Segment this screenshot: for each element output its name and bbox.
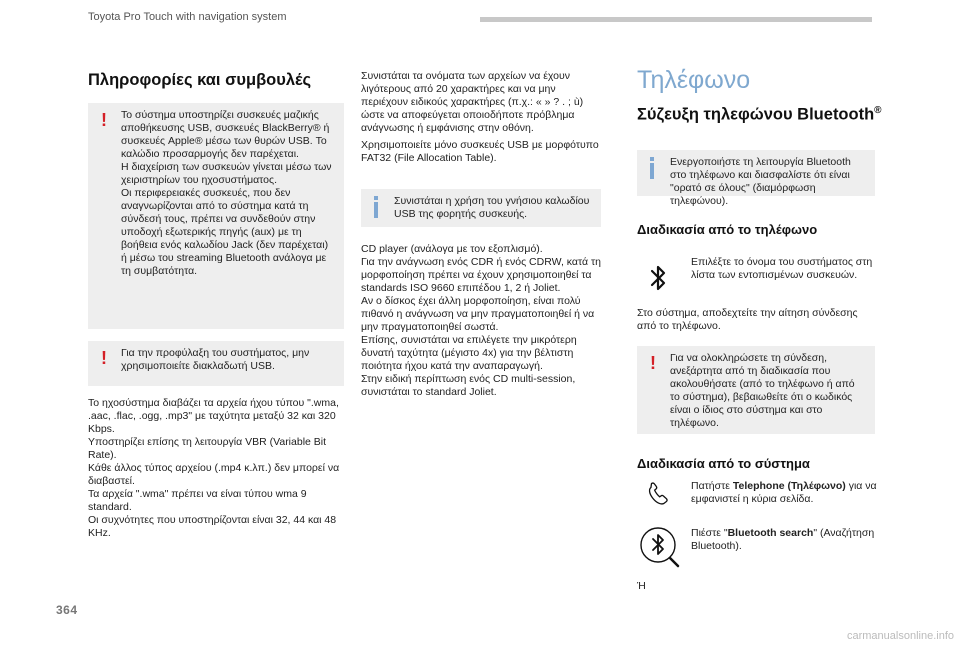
running-header: Toyota Pro Touch with navigation system: [88, 11, 287, 23]
warning-box-usb-devices: [88, 103, 344, 329]
body-paragraph: Κάθε άλλος τύπος αρχείου (.mp4 κ.λπ.) δεν μπορεί να διαβαστεί.: [88, 462, 340, 487]
body-paragraph: Χρησιμοποιείτε μόνο συσκευές USB με μορφότυπο FAT32 (File Allocation Table).: [361, 139, 599, 164]
telephone-button-label: Telephone (Τηλέφωνο): [732, 480, 846, 492]
or-label: Ή: [637, 580, 646, 592]
body-paragraph: Τα αρχεία ".wma" πρέπει να είναι τύπου wma 9 standard.: [88, 488, 307, 513]
body-paragraph: Το ηχοσύστημα διαβάζει τα αρχεία ήχου τύπου ".wma, .aac, .flac, .ogg, .mp3" με ταχύτητα μεταξύ 32 και 320 Kbps.: [88, 397, 339, 435]
warning-box-usb-hub: [88, 341, 344, 386]
procedure-phone-step: Επιλέξτε το όνομα του συστήματος στη λίστα των εντοπισμένων συσκευών.: [691, 256, 873, 281]
warning-text: Οι περιφερειακές συσκευές, που δεν αναγνωρίζονται από το σύστημα κατά τη σύνδεσή τους, πρέπει να συνδεθούν στην υποδοχή εξωτερικής πηγής (aux) με τη βοήθεια ενός καλωδίου Jack (δεν παρέχεται) ή μέσω του streaming Bluetooth ανάλογα με τη συμβατότητα.: [121, 187, 329, 277]
watermark: carmanualsonline.info: [846, 630, 954, 642]
step-text: για να εμφανιστεί η κύρια σελίδα.: [691, 480, 877, 505]
body-paragraph: Υποστηρίζει επίσης τη λειτουργία VBR (Variable Bit Rate).: [88, 436, 327, 461]
bluetooth-search-label: Bluetooth search: [727, 527, 814, 539]
warning-text: Το σύστημα υποστηρίζει συσκευές μαζικής αποθήκευσης USB, συσκευές BlackBerry® ή συσκευές Apple® μέσω των θυρών USB. Το καλώδιο προσαρμογής δεν παρέχεται.: [121, 109, 330, 160]
info-box-usb-cable: [361, 189, 601, 227]
step-text: Πιέστε ": [691, 527, 728, 539]
middle-body-text: [361, 243, 601, 399]
procedure-system-step-2: [691, 527, 877, 553]
warning-text: Η διαχείριση των συσκευών γίνεται μέσω των χειριστηρίων του ηχοσυστήματος.: [121, 161, 332, 186]
info-icon: [649, 157, 657, 179]
subtitle-text: Σύζευξη τηλεφώνου Bluetooth: [637, 105, 875, 124]
body-paragraph: Για την ανάγνωση ενός CDR ή ενός CDRW, κατά τη μορφοποίηση πρέπει να έχουν χρησιμοποιηθεί τα standards ISO 9660 επιπέδου 1, 2 ή Joliet.: [361, 256, 601, 294]
procedure-system-title: Διαδικασία από το σύστημα: [637, 456, 810, 471]
info-icon: [373, 196, 381, 218]
registered-mark: ®: [874, 105, 882, 116]
body-paragraph: Αν ο δίσκος έχει άλλη μορφοποίηση, είναι πολύ πιθανό η ανάγνωση να μην πραγματοποιηθεί ή να μην πραγματοποιηθεί σωστά.: [361, 295, 595, 333]
body-paragraph: Συνιστάται τα ονόματα των αρχείων να έχουν λιγότερους από 20 χαρακτήρες και να μην περιέχουν ειδικούς χαρακτήρες (π.χ.: « » ? . ; ù) ώστε να αποφεύγεται οποιοδήποτε πρόβλημα ανάγνωσης ή εμφάνισης στην οθόνη.: [361, 70, 584, 134]
info-text: Συνιστάται η χρήση του γνήσιου καλωδίου USB της φορητής συσκευής.: [394, 195, 590, 220]
section-title-info-tips: Πληροφορίες και συμβουλές: [88, 71, 312, 89]
body-paragraph: CD player (ανάλογα με τον εξοπλισμό).: [361, 243, 543, 255]
step-text: Πατήστε: [691, 480, 733, 492]
subtitle-bluetooth-pairing: [637, 101, 882, 125]
warning-icon: !: [101, 110, 107, 130]
left-body-text: [88, 397, 344, 540]
page-number: 364: [56, 603, 78, 617]
bluetooth-icon: [643, 262, 673, 298]
procedure-phone-body: Στο σύστημα, αποδεχτείτε την αίτηση σύνδεσης από το τηλέφωνο.: [637, 307, 858, 332]
bluetooth-search-icon: [638, 524, 682, 572]
warning-box-pairing-code: [637, 346, 875, 434]
warning-icon: !: [650, 353, 656, 373]
phone-handset-icon: [644, 482, 678, 512]
header-rule: [480, 17, 872, 22]
info-box-bluetooth: [637, 150, 875, 207]
body-paragraph: Επίσης, συνιστάται να επιλέγετε την μικρότερη δυνατή ταχύτητα (μέγιστο 4x) για την βέλτιστη ποιότητα ήχου κατά την αναπαραγωγή.: [361, 334, 577, 372]
warning-text: Για την προφύλαξη του συστήματος, μην χρησιμοποιείτε διακλαδωτή USB.: [121, 347, 310, 372]
procedure-system-step-1: [691, 480, 877, 506]
warning-text: Για να ολοκληρώσετε τη σύνδεση, ανεξάρτητα από τη διαδικασία που ακολουθήσατε (από το τηλέφωνο ή από το σύστημα), βεβαιωθείτε ότι ο κωδικός είναι ο ίδιος στο σύστημα και στο τηλέφωνο.: [670, 352, 855, 429]
section-title-telephone: Τηλέφωνο: [637, 66, 751, 94]
body-paragraph: Οι συχνότητες που υποστηρίζονται είναι 32, 44 και 48 KHz.: [88, 514, 337, 539]
info-text: Ενεργοποιήστε τη λειτουργία Bluetooth στο τηλέφωνο και διασφαλίστε ότι είναι "ορατό σε όλους" (διαμόρφωση τηλεφώνου).: [670, 156, 851, 207]
warning-icon: !: [101, 348, 107, 368]
procedure-phone-title: Διαδικασία από το τηλέφωνο: [637, 222, 818, 237]
middle-intro: [361, 70, 601, 169]
body-paragraph: Στην ειδική περίπτωση ενός CD multi-session, συνιστάται το standard Joliet.: [361, 373, 576, 398]
step-text: " (Αναζήτηση Bluetooth).: [691, 527, 875, 552]
